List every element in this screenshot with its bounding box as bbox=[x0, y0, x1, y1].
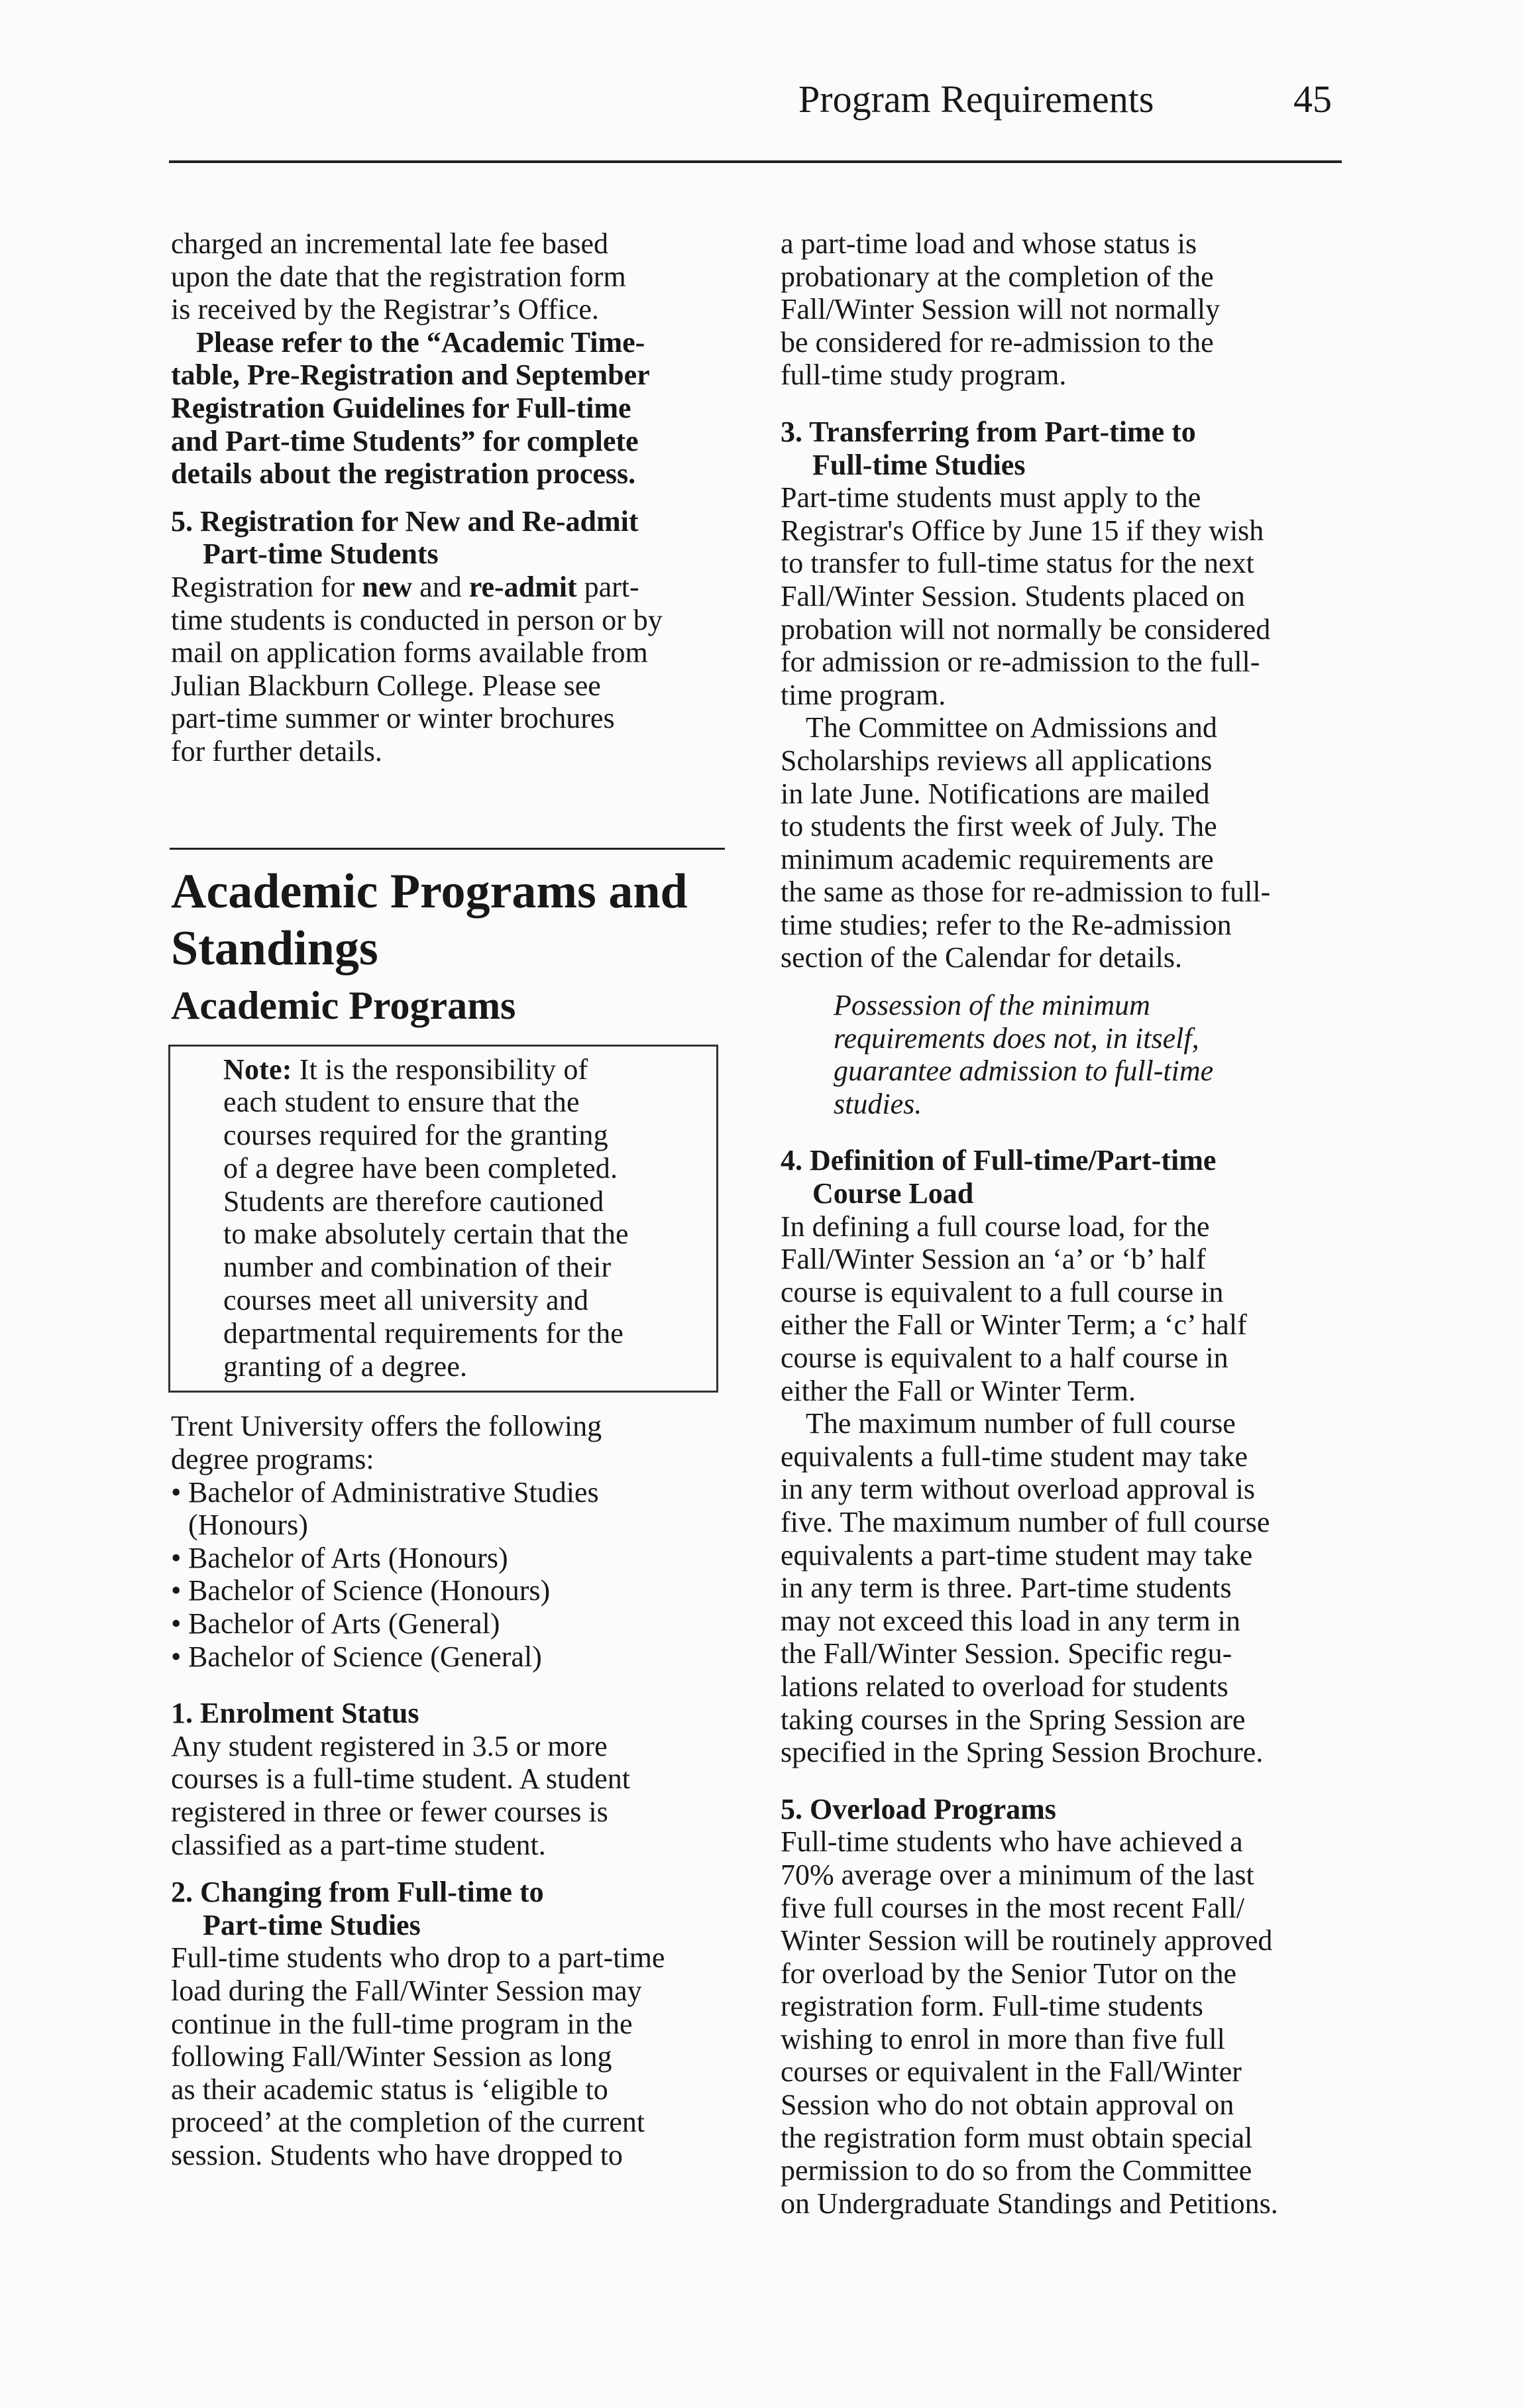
section-title: Academic Programs and Standings bbox=[171, 864, 688, 976]
list-item: • Bachelor of Science (General) bbox=[171, 1640, 741, 1674]
list-item: • Bachelor of Science (Honours) bbox=[171, 1574, 741, 1607]
continued-paragraph: a part-time load and whose status is probationary at the completion of the Fall/Winter Session will not normally be considered for re-admission to the full-time study program. bbox=[781, 227, 1221, 392]
section-2-text: Full-time students who drop to a part-time load during the Fall/Winter Session may continue in the full-time program in the following Fall/Winter Session as long as their academic status is ‘eligible to proceed’ at the completion of the current session. Students who have dropped to bbox=[171, 1941, 665, 2171]
degree-list bbox=[171, 1476, 741, 1674]
section-3-heading: 3. Transferring from Part-time to Full-time Studies bbox=[781, 415, 1196, 481]
section-5-overload-text: Full-time students who have achieved a 70% average over a minimum of the last five full courses in the most recent Fall/ Winter Session will be routinely approved for overload by the Senior Tutor on the registration form. Full-time students wishing to enrol in more than five full courses or equivalent in the Fall/Winter Session who do not obtain approval on the registration form must obtain special permission to do so from the Committee on Undergraduate Standings and Petitions. bbox=[781, 1825, 1278, 2220]
note-text: Note: It is the responsibility of each student to ensure that the courses required for the granting of a degree have been completed. Students are therefore cautioned to make absolutely certain that the number and combination of their courses meet all university and departmental requirements for the granting of a degree. bbox=[223, 1053, 629, 1383]
section-4-heading: 4. Definition of Full-time/Part-time Course Load bbox=[781, 1144, 1217, 1210]
note-box bbox=[168, 1045, 718, 1393]
running-header-title: Program Requirements bbox=[798, 78, 1154, 121]
subsection-title: Academic Programs bbox=[171, 983, 516, 1027]
section-1-text: Any student registered in 3.5 or more courses is a full-time student. A student registered in three or fewer courses is classified as a part-time student. bbox=[171, 1729, 630, 1861]
section-5-registration-text: Registration for new and re-admit part- time students is conducted in person or by mail on application forms available from Julian Blackburn College. Please see part-time summer or winter brochures for further details. bbox=[171, 570, 663, 768]
intro-paragraph: charged an incremental late fee based upon the date that the registration form is received by the Registrar’s Office. bbox=[171, 227, 626, 326]
list-item: • Bachelor of Arts (Honours) bbox=[171, 1542, 741, 1575]
right-column bbox=[781, 227, 1350, 2220]
section-5-overload-heading: 5. Overload Programs bbox=[781, 1792, 1056, 1825]
note-label: Note: bbox=[223, 1053, 292, 1086]
section-divider bbox=[170, 848, 725, 850]
section-4-paragraph-1: In defining a full course load, for the Fall/Winter Session an ‘a’ or ‘b’ half course is equivalent to a full course in either the Fall or Winter Term; a ‘c’ half course is equivalent to a half course in either the Fall or Winter Term. bbox=[781, 1210, 1247, 1407]
section-3-paragraph-2: The Committee on Admissions and Scholarships reviews all applications in late June. Notifications are mailed to students the first week of July. The minimum academic requirements are the same as those for re-admission to full- time studies; refer to the Re-admission section of the Calendar for details. bbox=[781, 711, 1271, 974]
refer-paragraph: Please refer to the “Academic Time- table, Pre-Registration and September Registration Guidelines for Full-time and Part-time Students” for complete details about the registration process. bbox=[171, 325, 650, 490]
section-3-paragraph-1: Part-time students must apply to the Registrar's Office by June 15 if they wish to transfer to full-time status for the next Fall/Winter Session. Students placed on probation will not normally be considered for admission or re-admission to the full- time program. bbox=[781, 481, 1271, 711]
section-2-heading: 2. Changing from Full-time to Part-time Studies bbox=[171, 1876, 544, 1941]
list-item: • Bachelor of Arts (General) bbox=[171, 1607, 741, 1640]
header-rule bbox=[169, 160, 1342, 163]
section-1-heading: 1. Enrolment Status bbox=[171, 1697, 419, 1730]
degrees-intro: Trent University offers the following degree programs: bbox=[171, 1410, 602, 1476]
left-column bbox=[171, 227, 741, 2172]
section-5-registration-heading: 5. Registration for New and Re-admit Part-time Students bbox=[171, 504, 639, 571]
list-item: • Bachelor of Administrative Studies (Honours) bbox=[171, 1476, 741, 1542]
page-number: 45 bbox=[1293, 78, 1332, 121]
section-3-italic-note: Possession of the minimum requirements does not, in itself, guarantee admission to full-time studies. bbox=[834, 989, 1214, 1120]
section-4-paragraph-2: The maximum number of full course equivalents a full-time student may take in any term without overload approval is five. The maximum number of full course equivalents a part-time student may take in any term is three. Part-time students may not exceed this load in any term in the Fall/Winter Session. Specific regu- lations related to overload for students taking courses in the Spring Session are specified in the Spring Session Brochure. bbox=[781, 1407, 1270, 1769]
